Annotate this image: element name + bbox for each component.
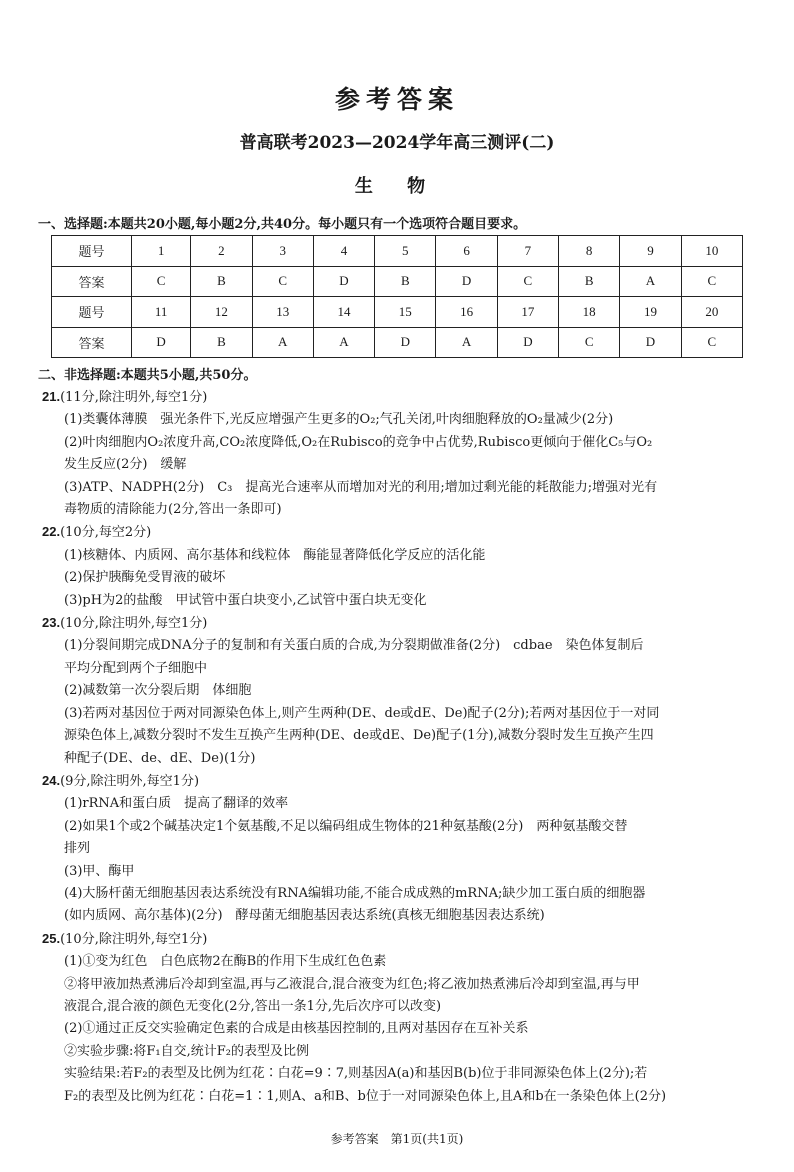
table-cell: B (559, 266, 620, 297)
table-cell: C (132, 266, 191, 297)
answer-line: 毒物质的清除能力(2分,答出一条即可) (64, 502, 282, 518)
question-25-header (42, 928, 754, 951)
question-24-header (42, 770, 754, 793)
answer-line: 种配子(DE、de、dE、De)(1分) (64, 750, 256, 766)
answer-line: 源染色体上,减数分裂时不发生互换产生两种(DE、de或dE、De)配子(1分),减数分裂时发生互换产生四 (64, 728, 654, 744)
answer-line: (如内质网、高尔基体)(2分) 酵母菌无细胞基因表达系统(真核无细胞基因表达系统) (64, 908, 545, 924)
table-cell: 13 (252, 297, 313, 328)
table-cell: D (375, 327, 436, 358)
table-cell: 11 (132, 297, 191, 328)
table-cell: 8 (559, 236, 620, 267)
table-row (52, 236, 743, 267)
answer-line: (3)若两对基因位于两对同源染色体上,则产生两种(DE、de或dE、De)配子(2分);若两对基因位于一对同 (64, 705, 660, 721)
question-points: (11分,除注明外,每空1分) (60, 390, 208, 405)
row-label: 答案 (52, 327, 132, 358)
section-2-heading: 二、非选择题:本题共5小题,共50分。 (38, 368, 257, 383)
table-cell: C (252, 266, 313, 297)
table-cell: D (497, 327, 558, 358)
table-cell: 4 (313, 236, 374, 267)
answer-line: 平均分配到两个子细胞中 (64, 660, 208, 676)
answer-line: 液混合,混合液的颜色无变化(2分,答出一条1分,先后次序可以改变) (64, 998, 442, 1014)
answer-line: (2)如果1个或2个碱基决定1个氨基酸,不足以编码组成生物体的21种氨基酸(2分) 两种氨基酸交替 (64, 818, 628, 834)
table-cell: 18 (559, 297, 620, 328)
answer-line: 实验结果:若F₂的表型及比例为红花∶白花=9∶7,则基因A(a)和基因B(b)位于非同源染色体上(2分);若 (64, 1066, 648, 1082)
question-23-header (42, 612, 754, 635)
row-label: 答案 (52, 266, 132, 297)
table-cell: 20 (681, 297, 742, 328)
table-cell: C (681, 327, 742, 358)
table-cell: B (375, 266, 436, 297)
row-label: 题号 (52, 297, 132, 328)
table-cell: A (313, 327, 374, 358)
table-row (52, 327, 743, 358)
answer-line: (3)ATP、NADPH(2分) C₃ 提高光合速率从而增加对光的利用;增加过剩光能的耗散能力;增强对光有 (64, 479, 658, 495)
answer-line: (2)①通过正反交实验确定色素的合成是由核基因控制的,且两对基因存在互补关系 (64, 1021, 529, 1037)
question-number: 21. (42, 389, 61, 404)
page-title: 参考答案 (334, 85, 459, 114)
answer-line: (3)pH为2的盐酸 甲试管中蛋白块变小,乙试管中蛋白块无变化 (64, 592, 427, 608)
table-cell: 9 (620, 236, 681, 267)
table-cell: 5 (375, 236, 436, 267)
table-cell: C (559, 327, 620, 358)
answer-line: (1)分裂间期完成DNA分子的复制和有关蛋白质的合成,为分裂期做准备(2分) cdbae 染色体复制后 (64, 638, 644, 654)
question-points: (9分,除注明外,每空1分) (60, 773, 200, 789)
table-cell: 10 (681, 236, 742, 267)
table-cell: 17 (497, 297, 558, 328)
table-cell: D (132, 327, 191, 358)
page-footer: 参考答案 第1页(共1页) (330, 1132, 464, 1146)
table-cell: 2 (191, 236, 252, 267)
answer-line: (1)①变为红色 白色底物2在酶B的作用下生成红色色素 (64, 954, 387, 970)
row-label: 题号 (52, 236, 132, 267)
answer-line: (1)rRNA和蛋白质 提高了翻译的效率 (64, 796, 289, 812)
table-cell: 15 (375, 297, 436, 328)
answer-line: (2)减数第一次分裂后期 体细胞 (64, 683, 252, 699)
answer-line: ②将甲液加热煮沸后冷却到室温,再与乙液混合,混合液变为红色;将乙液加热煮沸后冷却到室温,再与甲 (64, 976, 640, 992)
table-cell: A (620, 266, 681, 297)
table-cell: 14 (313, 297, 374, 328)
table-cell: 12 (191, 297, 252, 328)
answers-body (42, 386, 754, 1108)
question-number: 22. (42, 524, 61, 540)
answer-line: (1)核糖体、内质网、高尔基体和线粒体 酶能显著降低化学反应的活化能 (64, 547, 486, 563)
exam-title: 普高联考2023—2024学年高三测评(二) (239, 133, 555, 153)
table-cell: 16 (436, 297, 497, 328)
answer-line: (2)保护胰酶免受胃液的破坏 (64, 570, 226, 586)
table-row (52, 297, 743, 328)
table-cell: 7 (497, 236, 558, 267)
question-number: 23. (42, 615, 61, 631)
answer-line: F₂的表型及比例为红花∶白花=1∶1,则A、a和B、b位于一对同源染色体上,且A和b在一条染色体上(2分) (64, 1088, 667, 1104)
table-cell: A (436, 327, 497, 358)
answer-line: (3)甲、酶甲 (64, 863, 135, 879)
answer-line: (1)类囊体薄膜 强光条件下,光反应增强产生更多的O₂;气孔关闭,叶肉细胞释放的O₂量减少(2分) (64, 412, 614, 428)
table-cell: 19 (620, 297, 681, 328)
subject-title: 生 物 (354, 176, 440, 197)
answer-table (51, 235, 743, 358)
table-row (52, 266, 743, 297)
table-cell: 3 (252, 236, 313, 267)
table-cell: D (620, 327, 681, 358)
table-cell: D (436, 266, 497, 297)
question-points: (10分,除注明外,每空1分) (60, 616, 208, 632)
table-cell: B (191, 327, 252, 358)
table-cell: 6 (436, 236, 497, 267)
question-number: 25. (42, 930, 61, 946)
question-number: 24. (42, 772, 61, 788)
answer-line: (4)大肠杆菌无细胞基因表达系统没有RNA编辑功能,不能合成成熟的mRNA;缺少加工蛋白质的细胞器 (64, 885, 646, 901)
table-cell: 1 (132, 236, 191, 267)
table-cell: B (191, 266, 252, 297)
question-22-header (42, 521, 754, 544)
table-cell: A (252, 327, 313, 358)
question-21-header (42, 386, 754, 409)
answer-line: 发生反应(2分) 缓解 (64, 457, 187, 473)
answer-line: ②实验步骤:将F₁自交,统计F₂的表型及比例 (64, 1043, 309, 1059)
question-points: (10分,每空2分) (60, 525, 152, 541)
question-points: (10分,除注明外,每空1分) (60, 931, 208, 947)
section-1-heading: 一、选择题:本题共20小题,每小题2分,共40分。每小题只有一个选项符合题目要求。 (38, 217, 527, 232)
table-cell: C (497, 266, 558, 297)
answer-line: (2)叶肉细胞内O₂浓度升高,CO₂浓度降低,O₂在Rubisco的竞争中占优势,Rubisco更倾向于催化C₅与O₂ (64, 434, 653, 450)
table-cell: C (681, 266, 742, 297)
table-cell: D (313, 266, 374, 297)
answer-line: 排列 (64, 841, 91, 857)
